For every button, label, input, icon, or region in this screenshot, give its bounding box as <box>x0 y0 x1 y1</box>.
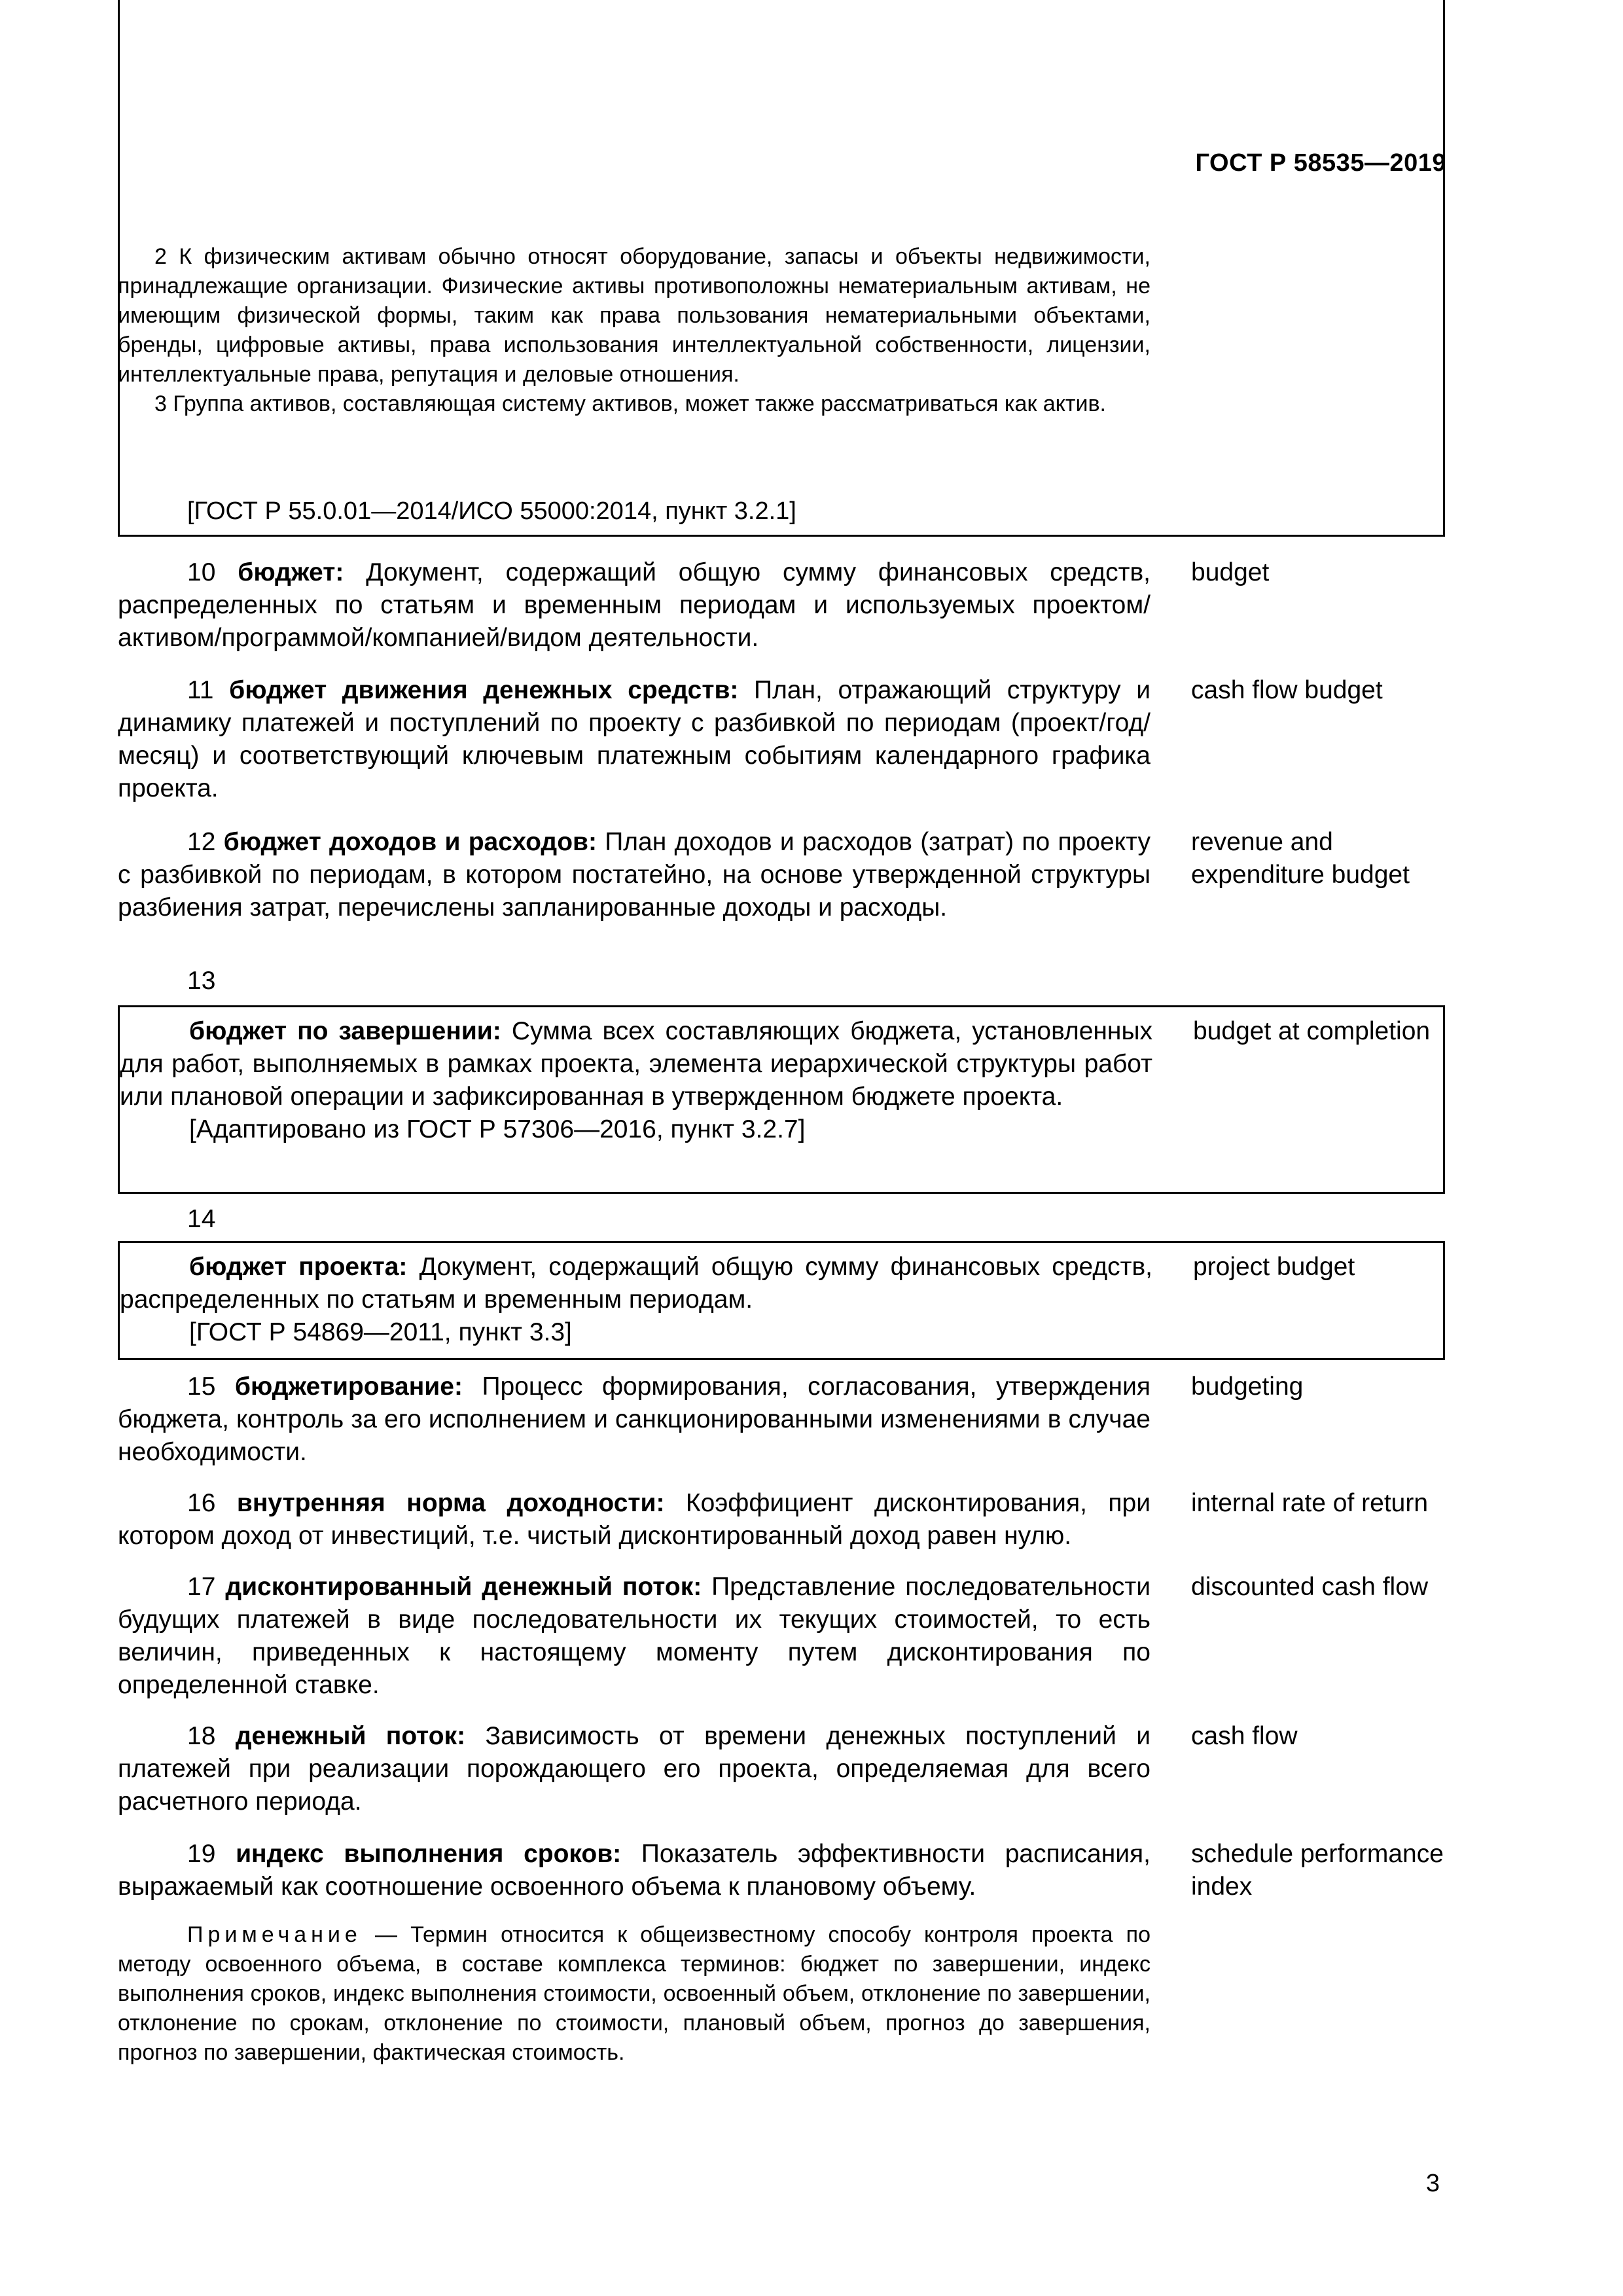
term-15-definition: Процесс формирования, согласования, утверждения бюджета, контроль за его исполнением и санкционированными изменениями в случае необходимости. <box>118 1372 1150 1466</box>
page-number: 3 <box>1425 2170 1440 2197</box>
term-10: 10 бюджет: Документ, содержащий общую сумму финансовых средств, распределенных по статьям и временным периодам и используемых проектом/активом/программой/компанией/видом деятельности. <box>118 558 1150 652</box>
term-11-english: cash flow budget <box>1191 676 1383 704</box>
standard-header: ГОСТ Р 58535—2019 <box>1195 149 1446 177</box>
term-10-definition: Документ, содержащий общую сумму финансовых средств, распределенных по статьям и временным периодам и используемых проектом/активом/программой/компанией/видом деятельности. <box>118 558 1150 652</box>
term-15: 15 бюджетирование: Процесс формирования, согласования, утверждения бюджета, контроль за его исполнением и санкционированными изменениями в случае необходимости. <box>118 1372 1150 1466</box>
term-14-box <box>118 1241 1445 1360</box>
term-16: 16 внутренняя норма доходности: Коэффициент дисконтирования, при котором доход от инвестиций, т.е. чистый дисконтированный доход равен нулю. <box>118 1489 1150 1550</box>
term-16-english: internal rate of return <box>1191 1489 1429 1517</box>
term-17-english: discounted cash flow <box>1191 1573 1429 1601</box>
term-18-english: cash flow <box>1191 1722 1298 1750</box>
asset-reference: [ГОСТ Р 55.0.01—2014/ИСО 55000:2014, пункт 3.2.1] <box>187 497 796 525</box>
term-10-title: бюджет: <box>238 558 344 586</box>
term-19-title: индекс выполнения сроков: <box>236 1840 622 1868</box>
term-18-definition: Зависимость от времени денежных поступлений и платежей при реализации порождающего его проекта, определяемая для всего расчетного периода. <box>118 1722 1150 1816</box>
term-17-title: дисконтированный денежный поток: <box>225 1573 702 1601</box>
term-19: 19 индекс выполнения сроков: Показатель эффективности расписания, выражаемый как соотношение освоенного объема к плановому объему. <box>118 1840 1150 1901</box>
bottom-note <box>118 1920 1150 2068</box>
term-15-english: budgeting <box>1191 1372 1304 1401</box>
term-16-definition: Коэффициент дисконтирования, при котором доход от инвестиций, т.е. чистый дисконтированный доход равен нулю. <box>118 1489 1150 1550</box>
term-11-title: бюджет движения денежных средств: <box>229 676 739 704</box>
term-12-english: revenue and expenditure budget <box>1191 828 1410 889</box>
term-11-definition: План, отражающий структуру и динамику платежей и поступлений по проекту с разбивкой по периодам (проект/год/месяц) и соответствующий ключевым платежным событиям календарного графика проекта. <box>118 676 1151 802</box>
note-label: Примечание <box>187 1922 362 1947</box>
term-18-title: денежный поток: <box>235 1722 466 1750</box>
term-17: 17 дисконтированный денежный поток: Представление последовательности будущих платежей в виде последовательности их текущих стоимостей, то есть величин, приведенных к настоящему моменту путем дисконтирования по определенной ставке. <box>118 1573 1150 1699</box>
term-17-definition: Представление последовательности будущих платежей в виде последовательности их текущих стоимостей, то есть величин, приведенных к настоящему моменту путем дисконтирования по определенной ставке. <box>118 1573 1150 1699</box>
term-13-number: 13 <box>187 967 216 995</box>
note-2: 2 К физическим активам обычно относят оборудование, запасы и объекты недвижимости, принадлежащие организации. Физические активы противоположны нематериальным активам, не имеющим физической формы, таким как права пользования нематериальными объектами, бренды, цифровые активы, права использования интеллектуальной собственности, лицензии, интеллектуальные права, репутация и деловые отношения. <box>118 244 1150 387</box>
term-12-definition: План доходов и расходов (затрат) по проекту с разбивкой по периодам, в котором постатейно, на основе утвержденной структуры разбиения затрат, перечислены запланированные доходы и расходы. <box>118 828 1150 922</box>
term-13-box <box>118 1005 1445 1194</box>
term-14-definition: Документ, содержащий общую сумму финансовых средств, распределенных по статьям и временным периодам. <box>120 1253 1152 1314</box>
term-10-english: budget <box>1191 558 1270 586</box>
note-3: 3 Группа активов, составляющая систему активов, может также рассматриваться как актив. <box>154 391 1106 416</box>
term-14-title: бюджет проекта: <box>189 1253 408 1281</box>
note-text: — Термин относится к общеизвестному способу контроля проекта по методу освоенного объема, в составе комплекса терминов: бюджет по завершении, индекс выполнения сроков, индекс выполнения стоимости, освоенный объем, отклонение по завершении, отклонение по срокам, отклонение по стоимости, плановый объем, прогноз до завершения, прогноз по завершении, фактическая стоимость. <box>118 1922 1151 2065</box>
term-19-definition: Показатель эффективности расписания, выражаемый как соотношение освоенного объема к плановому объему. <box>118 1840 1150 1901</box>
term-14-source: [ГОСТ Р 54869—2011, пункт 3.3] <box>189 1318 572 1346</box>
term-12: 12 бюджет доходов и расходов: План доходов и расходов (затрат) по проекту с разбивкой по периодам, в котором постатейно, на основе утвержденной структуры разбиения затрат, перечислены запланированные доходы и расходы. <box>118 828 1150 922</box>
term-13-title: бюджет по завершении: <box>189 1017 501 1045</box>
term-14-english: project budget <box>1193 1253 1355 1281</box>
asset-notes <box>118 242 1150 419</box>
term-13-source: [Адаптировано из ГОСТ Р 57306—2016, пункт 3.2.7] <box>189 1115 806 1143</box>
term-18: 18 денежный поток: Зависимость от времени денежных поступлений и платежей при реализации порождающего его проекта, определяемая для всего расчетного периода. <box>118 1722 1150 1816</box>
term-11: 11 бюджет движения денежных средств: План, отражающий структуру и динамику платежей и поступлений по проекту с разбивкой по периодам (проект/год/месяц) и соответствующий ключевым платежным событиям календарного графика проекта. <box>118 676 1151 802</box>
term-16-title: внутренняя норма доходности: <box>236 1489 665 1517</box>
term-12-title: бюджет доходов и расходов: <box>223 828 597 856</box>
term-13-definition: Сумма всех составляющих бюджета, установленных для работ, выполняемых в рамках проекта, элемента иерархической структуры работ или плановой операции и зафиксированная в утвержденном бюджете проекта. <box>120 1017 1152 1111</box>
term-13 <box>120 1015 1152 1146</box>
term-14-number: 14 <box>187 1205 216 1233</box>
term-15-title: бюджетирование: <box>234 1372 463 1401</box>
term-13-english: budget at completion <box>1193 1017 1431 1045</box>
term-14 <box>120 1251 1152 1349</box>
term-19-english: schedule performance index <box>1191 1840 1444 1901</box>
